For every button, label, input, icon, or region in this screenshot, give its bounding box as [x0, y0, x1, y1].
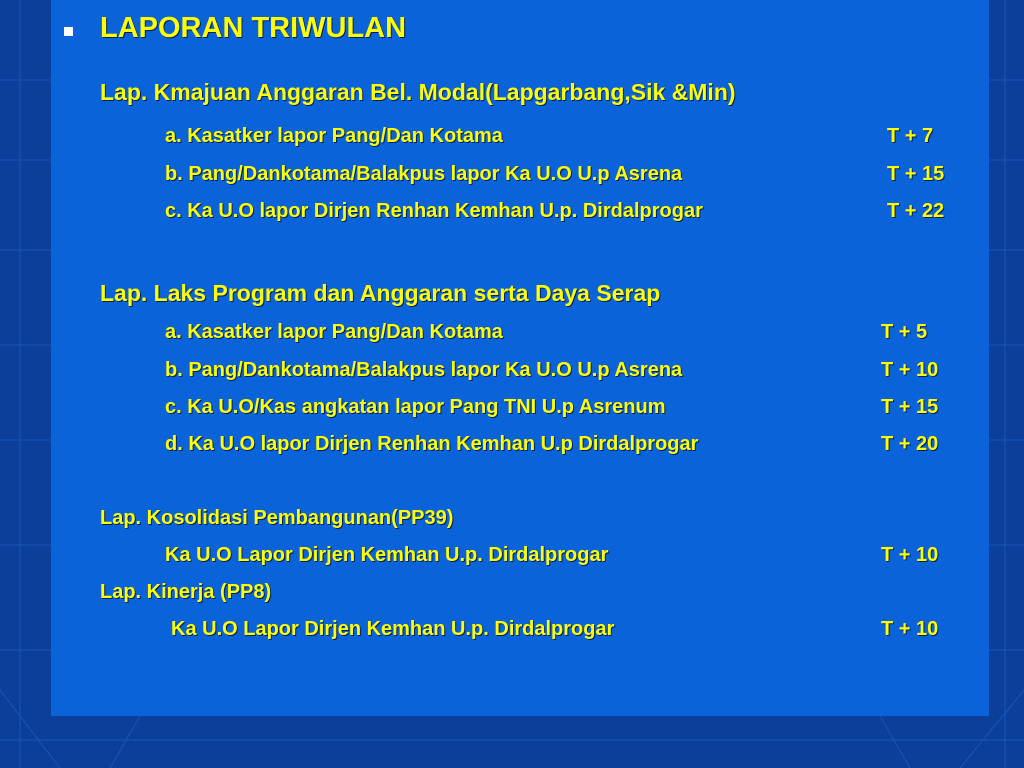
section-heading: Lap. Laks Program dan Anggaran serta Daya Serap: [100, 280, 661, 306]
item-label: a. Kasatker lapor Pang/Dan Kotama: [165, 321, 503, 343]
item-label: b. Pang/Dankotama/Balakpus lapor Ka U.O U.p Asrena: [165, 163, 683, 185]
item-value: T + 15: [887, 163, 945, 185]
section-heading: Lap. Kinerja (PP8): [100, 581, 272, 603]
item-label: a. Kasatker lapor Pang/Dan Kotama: [165, 125, 503, 147]
section-heading: Lap. Kosolidasi Pembangunan(PP39): [100, 507, 454, 529]
item-label: c. Ka U.O/Kas angkatan lapor Pang TNI U.p Asrenum: [165, 396, 666, 418]
item-value: T + 22: [887, 200, 945, 222]
slide-title: LAPORAN TRIWULAN: [100, 12, 407, 44]
square-bullet-icon: [64, 27, 73, 36]
item-label: Ka U.O Lapor Dirjen Kemhan U.p. Dirdalprogar: [165, 544, 609, 566]
item-value: T + 15: [881, 396, 939, 418]
content-panel: [51, 0, 989, 716]
item-label: Ka U.O Lapor Dirjen Kemhan U.p. Dirdalprogar: [171, 618, 615, 640]
section-heading: Lap. Kmajuan Anggaran Bel. Modal(Lapgarbang,Sik &Min): [100, 79, 736, 105]
item-value: T + 10: [881, 544, 939, 566]
item-label: b. Pang/Dankotama/Balakpus lapor Ka U.O U.p Asrena: [165, 359, 683, 381]
item-label: c. Ka U.O lapor Dirjen Renhan Kemhan U.p. Dirdalprogar: [165, 200, 703, 222]
item-value: T + 20: [881, 433, 939, 455]
item-value: T + 10: [881, 359, 939, 381]
item-value: T + 10: [881, 618, 939, 640]
item-value: T + 5: [881, 321, 928, 343]
item-label: d. Ka U.O lapor Dirjen Renhan Kemhan U.p Dirdalprogar: [165, 433, 699, 455]
item-value: T + 7: [887, 125, 934, 147]
